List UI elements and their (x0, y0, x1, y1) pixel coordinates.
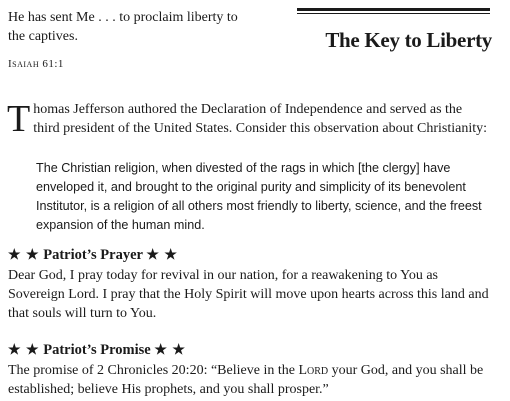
prayer-heading (8, 247, 178, 264)
promise-heading-label: Patriot’s Promise (43, 342, 151, 358)
intro-text: homas Jefferson authored the Declaration of Independence and served as the third president of the United States. Consider this observation about Christianity: (33, 102, 487, 136)
prayer-heading-label: Patriot’s Prayer (43, 247, 143, 263)
epigraph-reference: Isaiah 61:1 (8, 58, 64, 70)
prayer-body: Dear God, I pray today for revival in our nation, for a reawakening to You as Sovereign Lord. I pray that the Holy Spirit will move upon hearts across this land and that souls will turn to You. (8, 268, 489, 321)
title-rule-thick (297, 8, 490, 11)
epigraph-quote: He has sent Me . . . to proclaim liberty to the captives. (8, 10, 238, 44)
promise-heading (8, 342, 186, 359)
star-icon-left: ★ ★ (8, 343, 40, 358)
promise-body-lord: Lord (298, 363, 329, 378)
star-icon-left: ★ ★ (8, 248, 40, 263)
intro-paragraph (8, 100, 490, 138)
jefferson-quote: The Christian religion, when divested of the rags in which [the clergy] have enveloped it, and brought to the original purity and simplicity of its benevolent Institutor, is a religion of all others most friendly to liberty, science, and the freest expansion of the human mind. (36, 161, 482, 232)
star-icon-right: ★ ★ (146, 248, 178, 263)
promise-body (8, 361, 492, 399)
star-icon-right: ★ ★ (154, 343, 186, 358)
promise-body-part1: The promise of 2 Chronicles 20:20: “Believe in the (8, 363, 299, 378)
drop-cap: T (7, 98, 31, 140)
title-rule-thin (297, 13, 490, 14)
page-title: The Key to Liberty (325, 28, 492, 52)
promise-body-part2: your God, and you shall be established; believe His prophets, and you shall prosper.” (8, 363, 484, 397)
